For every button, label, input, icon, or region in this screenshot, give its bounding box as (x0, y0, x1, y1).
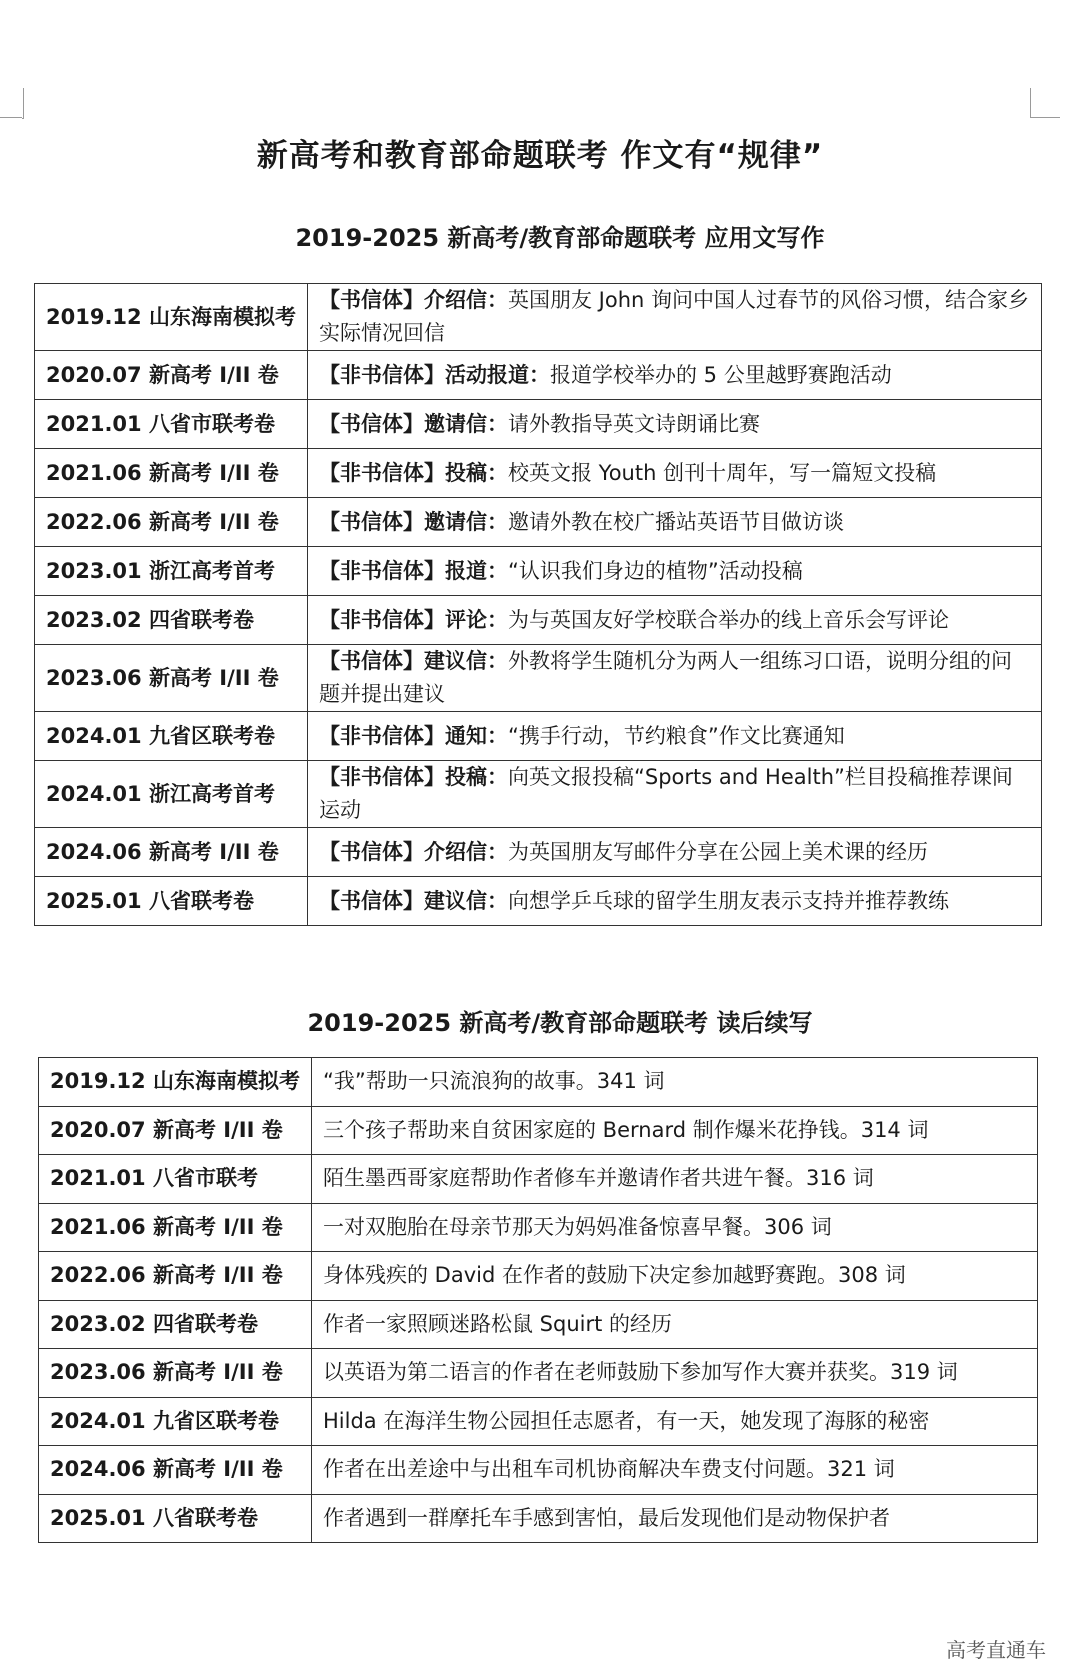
exam-cell: 2023.06 新高考 I/II 卷 (35, 645, 308, 712)
genre-tag: 【非书信体】投稿： (319, 460, 508, 485)
table-row (39, 1155, 1038, 1204)
page-title: 新高考和教育部命题联考 作文有“规律” (256, 138, 824, 174)
exam-cell: 2024.01 浙江高考首考 (35, 761, 308, 828)
task-desc: “携手行动，节约粮食”作文比赛通知 (508, 723, 845, 748)
table-row (35, 712, 1042, 761)
story-cell: 以英语为第二语言的作者在老师鼓励下参加写作大赛并获奖。319 词 (312, 1349, 1038, 1398)
task-desc: 英国朋友 John 询问中国人过春节的风俗习惯，结合家乡实际情况回信 (319, 288, 1030, 345)
exam-cell: 2021.06 新高考 I/II 卷 (39, 1203, 312, 1252)
exam-cell: 2021.06 新高考 I/II 卷 (35, 449, 308, 498)
exam-cell: 2022.06 新高考 I/II 卷 (35, 498, 308, 547)
table-row (35, 400, 1042, 449)
table-row (35, 498, 1042, 547)
table-row (35, 645, 1042, 712)
exam-cell: 2023.01 浙江高考首考 (35, 547, 308, 596)
genre-tag: 【书信体】邀请信： (319, 411, 508, 436)
table-row (39, 1106, 1038, 1155)
genre-tag: 【书信体】介绍信： (319, 288, 508, 312)
task-cell (308, 449, 1042, 498)
exam-cell: 2020.07 新高考 I/II 卷 (39, 1106, 312, 1155)
crop-mark-top-right (1030, 88, 1032, 118)
exam-cell: 2022.06 新高考 I/II 卷 (39, 1252, 312, 1301)
genre-tag: 【书信体】邀请信： (319, 509, 508, 534)
exam-cell: 2024.01 九省区联考卷 (35, 712, 308, 761)
table-row (35, 449, 1042, 498)
exam-cell: 2019.12 山东海南模拟考 (35, 284, 308, 351)
story-cell: Hilda 在海洋生物公园担任志愿者，有一天，她发现了海豚的秘密 (312, 1397, 1038, 1446)
task-desc: 邀请外教在校广播站英语节目做访谈 (508, 509, 844, 534)
table-row (35, 596, 1042, 645)
genre-tag: 【书信体】建议信： (319, 649, 508, 673)
task-cell (308, 351, 1042, 400)
task-desc: 报道学校举办的 5 公里越野赛跑活动 (550, 362, 892, 387)
task-cell (308, 547, 1042, 596)
exam-cell: 2025.01 八省联考卷 (39, 1494, 312, 1543)
exam-cell: 2023.02 四省联考卷 (35, 596, 308, 645)
writing-table (34, 283, 1042, 926)
table-row (39, 1446, 1038, 1495)
exam-cell: 2021.01 八省市联考 (39, 1155, 312, 1204)
continuation-table (38, 1057, 1038, 1543)
exam-cell: 2023.02 四省联考卷 (39, 1300, 312, 1349)
task-cell (308, 761, 1042, 828)
task-cell (308, 284, 1042, 351)
table-row (35, 547, 1042, 596)
genre-tag: 【书信体】介绍信： (319, 839, 508, 864)
exam-cell: 2024.06 新高考 I/II 卷 (35, 828, 308, 877)
story-cell: 陌生墨西哥家庭帮助作者修车并邀请作者共进午餐。316 词 (312, 1155, 1038, 1204)
story-cell: 身体残疾的 David 在作者的鼓励下决定参加越野赛跑。308 词 (312, 1252, 1038, 1301)
watermark: 高考直通车 (946, 1638, 1046, 1662)
genre-tag: 【非书信体】报道： (319, 558, 508, 583)
crop-mark-top-left-h (0, 117, 22, 118)
exam-cell: 2019.12 山东海南模拟考 (39, 1058, 312, 1107)
task-desc: 为英国朋友写邮件分享在公园上美术课的经历 (508, 839, 928, 864)
table-row (39, 1300, 1038, 1349)
task-cell (308, 828, 1042, 877)
task-desc: 校英文报 Youth 创刊十周年，写一篇短文投稿 (508, 460, 937, 485)
task-desc: 向英文报投稿“Sports and Health”栏目投稿推荐课间运动 (319, 765, 1013, 822)
table-row (39, 1494, 1038, 1543)
story-cell: 一对双胞胎在母亲节那天为妈妈准备惊喜早餐。306 词 (312, 1203, 1038, 1252)
story-cell: “我”帮助一只流浪狗的故事。341 词 (312, 1058, 1038, 1107)
table-row (39, 1349, 1038, 1398)
story-cell: 三个孩子帮助来自贫困家庭的 Bernard 制作爆米花挣钱。314 词 (312, 1106, 1038, 1155)
table-row (39, 1252, 1038, 1301)
task-desc: 为与英国友好学校联合举办的线上音乐会写评论 (508, 607, 949, 632)
task-cell (308, 400, 1042, 449)
task-cell (308, 712, 1042, 761)
task-cell (308, 877, 1042, 926)
exam-cell: 2025.01 八省联考卷 (35, 877, 308, 926)
genre-tag: 【非书信体】通知： (319, 723, 508, 748)
table-row (39, 1058, 1038, 1107)
table-row (35, 351, 1042, 400)
exam-cell: 2021.01 八省市联考卷 (35, 400, 308, 449)
exam-cell: 2024.06 新高考 I/II 卷 (39, 1446, 312, 1495)
task-cell (308, 596, 1042, 645)
task-desc: “认识我们身边的植物”活动投稿 (508, 558, 803, 583)
task-cell (308, 645, 1042, 712)
task-desc: 请外教指导英文诗朗诵比赛 (508, 411, 760, 436)
exam-cell: 2024.01 九省区联考卷 (39, 1397, 312, 1446)
task-desc: 向想学乒乓球的留学生朋友表示支持并推荐教练 (508, 888, 949, 913)
crop-mark-top-left (22, 88, 24, 119)
exam-cell: 2020.07 新高考 I/II 卷 (35, 351, 308, 400)
table-row (35, 828, 1042, 877)
section-title-continuation: 2019-2025 新高考/教育部命题联考 读后续写 (307, 1009, 813, 1037)
story-cell: 作者在出差途中与出租车司机协商解决车费支付问题。321 词 (312, 1446, 1038, 1495)
genre-tag: 【非书信体】评论： (319, 607, 508, 632)
task-cell (308, 498, 1042, 547)
table-row (35, 877, 1042, 926)
section-title-writing: 2019-2025 新高考/教育部命题联考 应用文写作 (295, 224, 825, 252)
genre-tag: 【书信体】建议信： (319, 888, 508, 913)
story-cell: 作者一家照顾迷路松鼠 Squirt 的经历 (312, 1300, 1038, 1349)
task-desc: 外教将学生随机分为两人一组练习口语，说明分组的问题并提出建议 (319, 649, 1012, 706)
table-row (35, 761, 1042, 828)
exam-cell: 2023.06 新高考 I/II 卷 (39, 1349, 312, 1398)
story-cell: 作者遇到一群摩托车手感到害怕，最后发现他们是动物保护者 (312, 1494, 1038, 1543)
table-row (39, 1397, 1038, 1446)
crop-mark-top-right-h (1030, 117, 1060, 118)
genre-tag: 【非书信体】活动报道： (319, 362, 550, 387)
genre-tag: 【非书信体】投稿： (319, 765, 508, 789)
table-row (35, 284, 1042, 351)
table-row (39, 1203, 1038, 1252)
